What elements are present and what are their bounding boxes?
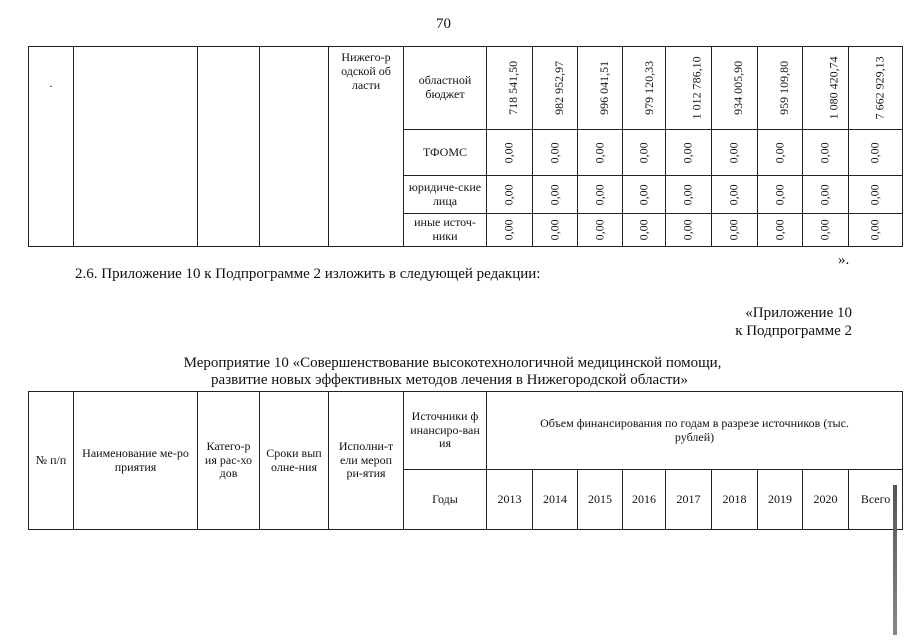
value-cell: 0,00 — [867, 141, 882, 163]
funding-table-continuation — [28, 46, 903, 247]
instruction-text: 2.6. Приложение 10 к Подпрограмме 2 изложить в следующей редакции: — [75, 266, 541, 282]
header-total: Всего — [849, 470, 903, 530]
closing-quote: ». — [838, 252, 850, 268]
header-year: 2019 — [758, 470, 803, 530]
value-cell: 0,00 — [726, 183, 741, 205]
header-year: 2015 — [578, 470, 623, 530]
name-cell — [74, 47, 198, 247]
value-cell: 1 012 786,10 — [689, 56, 704, 120]
measure-title-line-1: Мероприятие 10 «Совершенствование высокотехнологичной медицинской помощи, — [183, 355, 722, 371]
value-cell: 0,00 — [547, 219, 562, 241]
header-funding-title: Объем финансирования по годам в разрезе источников (тыс. рублей) — [487, 392, 903, 470]
value-cell: 0,00 — [680, 183, 695, 205]
value-cell: 0,00 — [501, 219, 516, 241]
source-label: юридиче-ские лица — [404, 176, 487, 214]
appendix-line-1: «Приложение 10 — [745, 305, 852, 321]
value-cell: 0,00 — [592, 183, 607, 205]
header-year: 2014 — [533, 470, 578, 530]
value-cell: 0,00 — [772, 183, 787, 205]
source-label: областной бюджет — [404, 47, 487, 130]
funding-header-table — [28, 391, 903, 530]
value-cell: 0,00 — [772, 219, 787, 241]
value-cell: 0,00 — [680, 219, 695, 241]
appendix-line-2: к Подпрограмме 2 — [735, 323, 852, 339]
header-num: № п/п — [29, 392, 74, 530]
value-cell: 718 541,50 — [506, 60, 521, 115]
value-cell: 0,00 — [867, 219, 882, 241]
category-cell — [198, 47, 260, 247]
value-cell: 0,00 — [547, 183, 562, 205]
value-cell: 959 109,80 — [777, 60, 792, 115]
value-cell: 0,00 — [592, 219, 607, 241]
header-executors: Исполни-тели меропри-ятия — [329, 392, 404, 530]
measure-title — [0, 355, 905, 389]
value-cell: 0,00 — [636, 183, 651, 205]
measure-title-line-2: развитие новых эффективных методов лечения в Нижегородской области» — [211, 372, 688, 388]
header-year: 2020 — [803, 470, 849, 530]
value-cell: 0,00 — [817, 219, 832, 241]
region-cell: Нижего-родской области — [329, 47, 404, 247]
header-year: 2013 — [487, 470, 533, 530]
scan-edge — [893, 485, 897, 635]
value-cell: 7 662 929,13 — [872, 56, 887, 120]
value-cell: 0,00 — [636, 219, 651, 241]
value-cell: 0,00 — [501, 183, 516, 205]
header-sources: Источники финансиро-вания — [404, 392, 487, 470]
header-terms: Сроки выполне-ния — [260, 392, 329, 530]
value-cell: 0,00 — [592, 141, 607, 163]
value-cell: 0,00 — [817, 141, 832, 163]
value-cell: 996 041,51 — [597, 60, 612, 115]
value-cell: 934 005,90 — [731, 60, 746, 115]
source-label: иные источ-ники — [404, 214, 487, 247]
value-cell: 0,00 — [680, 141, 695, 163]
value-cell: 1 080 420,74 — [826, 56, 841, 120]
value-cell: 0,00 — [772, 141, 787, 163]
header-year: 2017 — [666, 470, 712, 530]
value-cell: 0,00 — [867, 183, 882, 205]
value-cell: 982 952,97 — [552, 60, 567, 115]
value-cell: 0,00 — [726, 141, 741, 163]
header-year: 2016 — [623, 470, 666, 530]
value-cell: 0,00 — [817, 183, 832, 205]
header-years-label: Годы — [404, 470, 487, 530]
header-category: Катего-рия рас-ходов — [198, 392, 260, 530]
source-label: ТФОМС — [404, 130, 487, 176]
value-cell: 0,00 — [501, 141, 516, 163]
value-cell: 979 120,33 — [642, 60, 657, 115]
header-year: 2018 — [712, 470, 758, 530]
terms-cell — [260, 47, 329, 247]
value-cell: 0,00 — [726, 219, 741, 241]
page-number: 70 — [436, 16, 451, 32]
value-cell: 0,00 — [636, 141, 651, 163]
num-cell: . — [29, 47, 74, 247]
value-cell: 0,00 — [547, 141, 562, 163]
header-name: Наименование ме-роприятия — [74, 392, 198, 530]
